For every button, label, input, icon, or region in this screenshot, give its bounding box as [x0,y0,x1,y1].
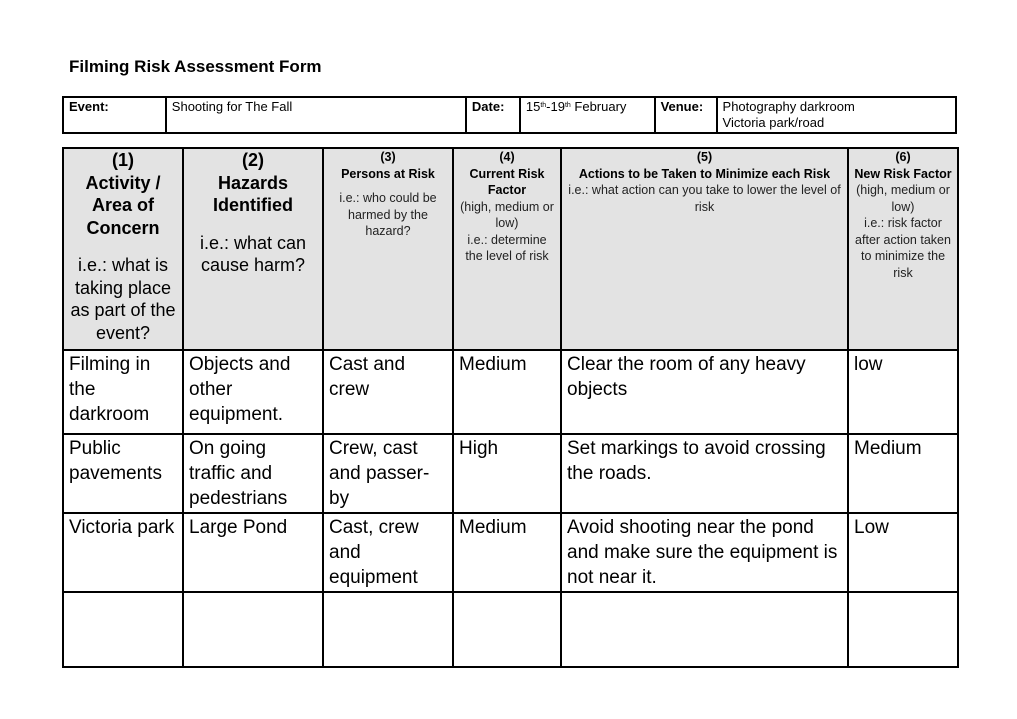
row4-current-risk [453,592,561,667]
header-row [63,148,958,350]
header-activity-num: (1) [112,150,134,170]
row1-actions: Clear the room of any heavy objects [561,350,848,434]
header-current-risk-desc2: i.e.: determine the level of risk [465,232,549,263]
date-suffix-end: th [564,102,571,109]
row1-hazard: Objects and other equipment. [183,350,323,434]
row2-persons: Crew, cast and passer-by [323,434,453,513]
row1-activity: Filming in the darkroom [63,350,183,434]
header-activity-desc: i.e.: what is taking place as part of the event? [70,255,176,343]
row2-hazard: On going traffic and pedestrians [183,434,323,513]
date-suffix-start: th [540,102,547,109]
venue-label: Venue: [655,97,717,133]
row3-actions: Avoid shooting near the pond and make sure the equipment is not near it. [561,513,848,592]
header-activity [63,148,183,350]
header-actions [561,148,848,350]
date-value [520,97,655,133]
header-actions-title: Actions to be Taken to Minimize each Risk [578,166,831,181]
table-row [63,350,958,434]
row2-actions: Set markings to avoid crossing the roads. [561,434,848,513]
header-new-risk-desc2: i.e.: risk factor after action taken to minimize the risk [855,216,951,280]
row1-persons: Cast and crew [323,350,453,434]
header-new-risk-num: (6) [895,150,911,164]
header-current-risk-num: (4) [499,150,515,164]
row4-actions [561,592,848,667]
header-new-risk-title: New Risk Factor [854,166,952,181]
event-label: Event: [63,97,166,133]
date-day-end: -19 [546,99,565,114]
venue-line-1: Photography darkroom [722,99,855,114]
table-row [63,513,958,592]
row1-current-risk: Medium [453,350,561,434]
header-current-risk [453,148,561,350]
header-new-risk-desc1: (high, medium or low) [856,183,950,214]
header-current-risk-title: Current Risk Factor [469,166,545,197]
header-actions-num: (5) [696,150,713,164]
row2-activity: Public pavements [63,434,183,513]
header-new-risk [848,148,958,350]
table-row [63,434,958,513]
header-hazards-title: Hazards Identified [213,172,293,215]
row4-persons [323,592,453,667]
date-label: Date: [466,97,520,133]
header-current-risk-desc1: (high, medium or low) [460,199,554,230]
form-title: Filming Risk Assessment Form [69,57,322,76]
header-hazards-desc: i.e.: what can cause harm? [199,232,307,275]
row3-persons: Cast, crew and equipment [323,513,453,592]
row2-current-risk: High [453,434,561,513]
date-day-start: 15 [525,99,541,114]
header-persons-desc: i.e.: who could be harmed by the hazard? [339,191,437,238]
risk-assessment-table [62,147,959,668]
row3-new-risk: Low [848,513,958,592]
row4-activity [63,592,183,667]
row1-new-risk: low [848,350,958,434]
row3-activity: Victoria park [63,513,183,592]
event-info-table [62,96,957,134]
header-persons [323,148,453,350]
header-hazards [183,148,323,350]
venue-value [717,97,956,133]
table-row [63,592,958,667]
date-month: February [570,99,627,114]
row2-new-risk: Medium [848,434,958,513]
header-actions-desc: i.e.: what action can you take to lower the level of risk [568,183,841,214]
row3-hazard: Large Pond [183,513,323,592]
header-persons-title: Persons at Risk [341,166,435,181]
venue-line-2: Victoria park/road [722,115,825,130]
row3-current-risk: Medium [453,513,561,592]
header-activity-title: Activity / Area of Concern [85,172,161,238]
header-persons-num: (3) [380,150,396,164]
row4-hazard [183,592,323,667]
event-value: Shooting for The Fall [166,97,466,133]
header-hazards-num: (2) [242,150,264,170]
row4-new-risk [848,592,958,667]
